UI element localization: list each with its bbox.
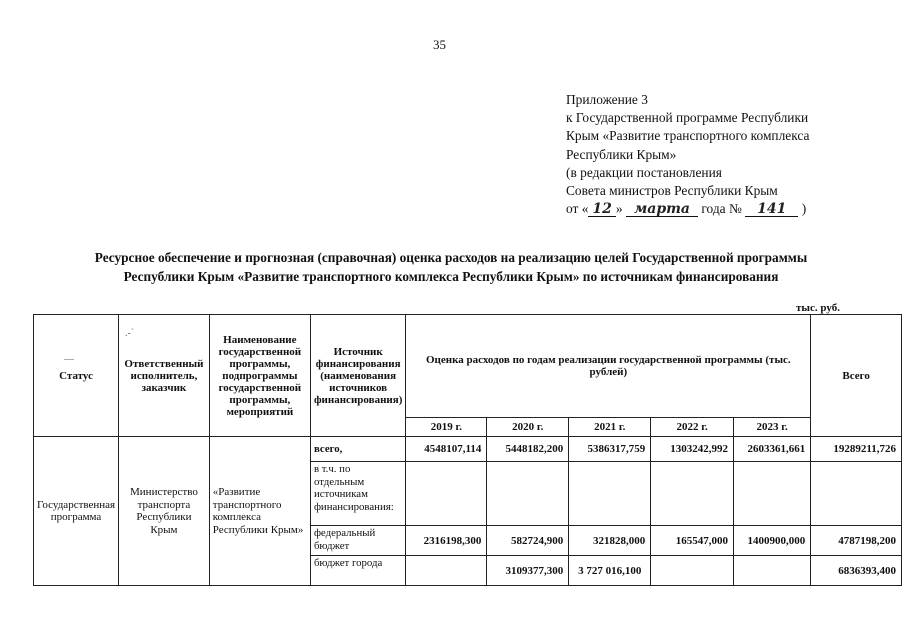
document-title xyxy=(0,248,902,286)
title-line-2: Республики Крым «Развитие транспортного комплекса Республики Крым» по источникам финансирования xyxy=(123,269,779,284)
executor-cell: Министерство транспорта Республики Крым xyxy=(119,437,210,586)
total-cell: 19289211,726 xyxy=(811,437,902,462)
value-cell: 3 727 016,100 xyxy=(569,556,651,586)
handwritten-day: 12 xyxy=(588,202,615,217)
value-cell xyxy=(734,556,811,586)
value-cell: 5386317,759 xyxy=(569,437,651,462)
handwritten-number: 141 xyxy=(745,202,798,217)
value-cell xyxy=(487,462,569,526)
source-cell: в т.ч. по отдельным источникам финансирования: xyxy=(310,462,405,526)
header-total: Всего xyxy=(811,315,902,437)
scan-mark: .-` xyxy=(125,328,135,339)
value-cell: 2603361,661 xyxy=(734,437,811,462)
value-cell xyxy=(734,462,811,526)
units-label: тыс. руб. xyxy=(796,302,840,314)
header-year-2021: 2021 г. xyxy=(569,418,651,437)
scan-mark: — xyxy=(64,354,74,365)
appendix-line: Республики Крым» xyxy=(566,146,677,162)
date-prefix: от « xyxy=(566,201,589,217)
value-cell xyxy=(406,556,487,586)
value-cell: 2316198,300 xyxy=(406,526,487,556)
total-cell: 6836393,400 xyxy=(811,556,902,586)
value-cell xyxy=(569,462,651,526)
source-cell: бюджет города xyxy=(310,556,405,586)
header-source: Источник финансирования (наименования источников финансирования) xyxy=(310,315,405,437)
source-cell: всего, xyxy=(310,437,405,462)
appendix-line: Совета министров Республики Крым xyxy=(566,183,778,199)
value-cell: 1303242,992 xyxy=(651,437,734,462)
value-cell: 321828,000 xyxy=(569,526,651,556)
header-status: Статус xyxy=(34,315,119,437)
appendix-line: Приложение 3 xyxy=(566,92,648,107)
appendix-line: Крым «Развитие транспортного комплекса xyxy=(566,128,810,144)
program-cell: «Развитие транспортного комплекса Республики Крым» xyxy=(209,437,310,586)
value-cell: 1400900,000 xyxy=(734,526,811,556)
title-line-1: Ресурсное обеспечение и прогнозная (справочная) оценка расходов на реализацию целей Государственной программы xyxy=(94,250,808,265)
expenditure-table xyxy=(33,314,902,586)
header-year-2023: 2023 г. xyxy=(734,418,811,437)
handwritten-month: марта xyxy=(626,202,698,217)
value-cell: 5448182,200 xyxy=(487,437,569,462)
header-executor: Ответственный исполнитель, заказчик xyxy=(119,315,210,437)
header-estimate: Оценка расходов по годам реализации государственной программы (тыс. рублей) xyxy=(406,315,811,418)
header-year-2020: 2020 г. xyxy=(487,418,569,437)
value-cell xyxy=(651,462,734,526)
appendix-line: (в редакции постановления xyxy=(566,164,722,180)
status-cell: Государственная программа xyxy=(34,437,119,586)
appendix-block xyxy=(566,91,809,218)
header-program: Наименование государственной программы, подпрограммы государственной программы, мероприятий xyxy=(209,315,310,437)
page-number: 35 xyxy=(433,37,446,52)
source-cell: федеральный бюджет xyxy=(310,526,405,556)
header-year-2019: 2019 г. xyxy=(406,418,487,437)
total-cell xyxy=(811,462,902,526)
value-cell: 582724,900 xyxy=(487,526,569,556)
value-cell xyxy=(406,462,487,526)
total-cell: 4787198,200 xyxy=(811,526,902,556)
header-year-2022: 2022 г. xyxy=(651,418,734,437)
year-label: года № xyxy=(701,201,742,217)
table-row xyxy=(34,437,902,462)
value-cell: 3109377,300 xyxy=(487,556,569,586)
value-cell: 165547,000 xyxy=(651,526,734,556)
appendix-line: к Государственной программе Республики xyxy=(566,110,809,126)
value-cell: 4548107,114 xyxy=(406,437,487,462)
value-cell xyxy=(651,556,734,586)
resolution-date-line: от « 12 » марта года № 141 ) xyxy=(566,201,807,218)
closing-paren: ) xyxy=(801,201,807,217)
